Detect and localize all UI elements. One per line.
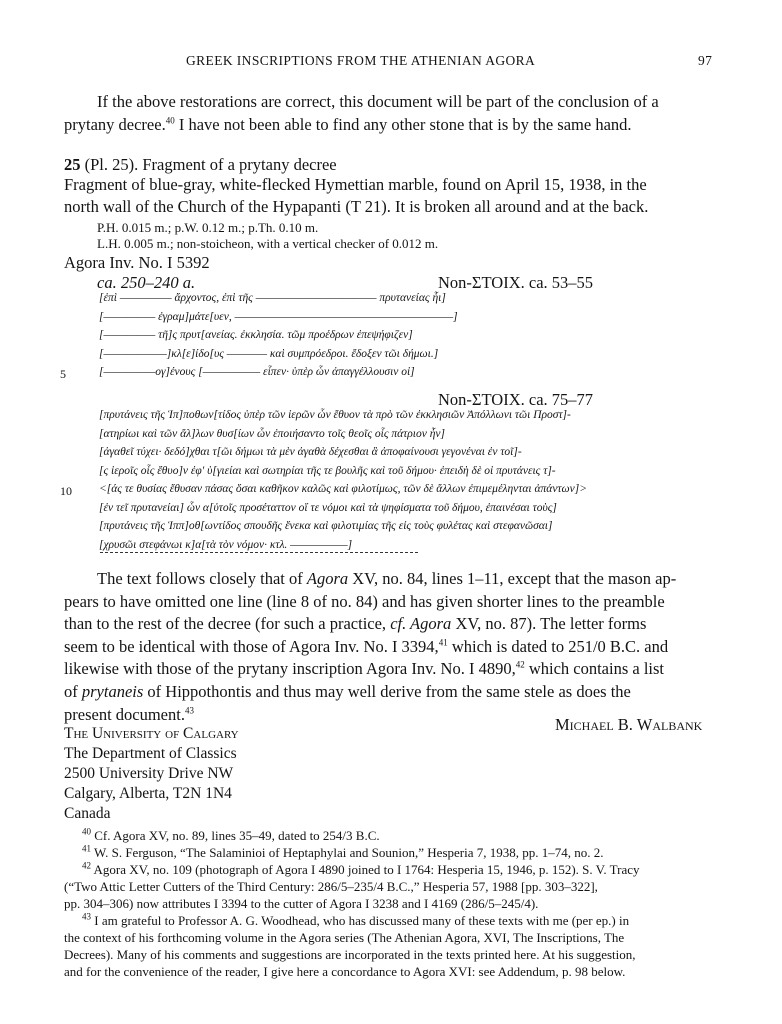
entry-date: ca. 250–240 a. xyxy=(97,273,196,292)
footnote-line: $^{43}$ I am grateful to Professor A. G. Woodhead, who has discussed many of these texts with me (per ep.) in xyxy=(82,911,630,928)
commentary-line: seem to be identical with those of Agora Inv. No. I 3394,41 which is dated to 251/0 B.C. and xyxy=(64,636,669,656)
greek-line: [πρυτάνεις τῆς Ἱπ]ποθων[τίδος ὑπὲρ τῶν ἱερῶν ὧν ἔθυον τὰ πρὸ τῶν ἐκκλησιῶν Ἀπόλλωνι τῶι Προστ]- xyxy=(99,409,571,421)
footnote-ref-41: 41 xyxy=(438,637,448,648)
commentary-line: of prytaneis of Hippothontis and thus may well derive from the same stele as does the xyxy=(64,682,631,701)
footnote-ref-42: 42 xyxy=(515,659,525,670)
greek-line: [ἐν τεῖ πρυτανείαι] ὧν α[ὐτοῖς προσέταττον οἵ τε νόμοι καὶ τὰ ψηφίσματα τοῦ δήμου, ἐπαινέσαι τοὺς] xyxy=(99,501,557,514)
greek-line: [ἀγαθεῖ τύχει· δεδό]χθαι τ[ῶι δήμωι τὰ μὲν ἀγαθὰ δέχεσθαι ἃ ἀποφαίνουσι γεγονέναι ἐν τοῖ]- xyxy=(99,446,522,458)
greek-line: [πρυτάνεις τῆς Ἱππ]οθ[ωντίδος σπουδῆς ἕνεκα καὶ φιλοτιμίας τῆς εἰς τοὺς φυλέτας καὶ στεφανῶσαι] xyxy=(99,520,553,532)
text-end-rule xyxy=(100,552,418,553)
entry-measures-2: L.H. 0.005 m.; non-stoicheon, with a vertical checker of 0.012 m. xyxy=(97,236,439,251)
commentary-line: The text follows closely that of Agora XV, no. 84, lines 1–11, except that the mason ap- xyxy=(97,569,677,588)
greek-line: [––––––––– ἐγραμ]μάτε[υεν, ––––––––––––––––––––––––––––––––––––––] xyxy=(99,310,458,323)
commentary-line: than to the rest of the decree (for such a practice, cf. Agora XV, no. 87). The letter forms xyxy=(64,614,647,634)
entry-number: 25 xyxy=(64,155,81,174)
footnote-number: 42 xyxy=(82,860,91,871)
footnote-line: (“Two Attic Letter Cutters of the Third Century: 286/5–235/4 B.C.,” Hesperia 57, 1988 [pp. 303–322], xyxy=(64,879,598,894)
line-number: 10 xyxy=(60,484,72,498)
footnote-ref-40: 40 xyxy=(165,115,175,126)
entry-heading: 25 (Pl. 25). Fragment of a prytany decree xyxy=(64,155,337,174)
greek-line: [ς ἱεροῖς οἷς ἔθυο]ν ἐφ' ὑ[γιείαι καὶ σωτηρίαι τῆς τε βουλῆς καὶ τοῦ δήμου· ἐπειδὴ δὲ οἱ πρυτάνεις τ]- xyxy=(99,464,556,477)
greek-line: [ατηρίωι καὶ τῶν ἄλ]λων θυσ[ίων ὧν ἐποιήσαντο τοῖς θεοῖς οἷς πάτριον ἦν] xyxy=(99,427,446,440)
address-line: The Department of Classics xyxy=(64,745,237,762)
stoichedon-note-2: Non-ΣΤΟΙΧ. ca. 75–77 xyxy=(438,390,594,409)
address-line: Calgary, Alberta, T2N 1N4 xyxy=(64,785,232,802)
greek-line: [–––––––––––]κλ[ε]ίδο[υς ––––––– καὶ συμπρόεδροι. ἔδοξεν τῶι δήμωι.] xyxy=(99,347,439,360)
entry-description-2: north wall of the Church of the Hypapanti (T 21). It is broken all around and at the back. xyxy=(64,197,649,216)
running-title: GREEK INSCRIPTIONS FROM THE ATHENIAN AGORA xyxy=(186,53,536,68)
entry-description-1: Fragment of blue-gray, white-flecked Hymettian marble, found on April 15, 1938, in the xyxy=(64,175,647,194)
entry-measures-1: P.H. 0.015 m.; p.W. 0.12 m.; p.Th. 0.10 m. xyxy=(97,220,319,235)
footnote-number: 43 xyxy=(82,911,91,922)
footnote-line: $^{40}$ Cf. Agora XV, no. 89, lines 35–49, dated to 254/3 B.C. xyxy=(82,826,380,843)
intro-line-1: If the above restorations are correct, this document will be part of the conclusion of a xyxy=(97,92,659,111)
inventory-number: Agora Inv. No. I 5392 xyxy=(64,253,210,272)
stoichedon-note-1: Non-ΣΤΟΙΧ. ca. 53–55 xyxy=(438,273,594,292)
author-name: Michael B. Walbank xyxy=(555,715,703,734)
commentary-line: present document.$^{43}$ xyxy=(64,704,194,724)
address-line: Canada xyxy=(64,805,111,822)
footnote-number: 41 xyxy=(82,843,91,854)
footnote-line: $^{42}$ Agora XV, no. 109 (photograph of Agora I 4890 joined to I 1764: Hesperia 15, 1946, p. 152). S. V. Tracy xyxy=(82,860,640,877)
footnote-line: Decrees). Many of his comments and suggestions are incorporated in the texts printed here. At his suggestion, xyxy=(64,947,636,962)
page-number: 97 xyxy=(698,53,713,68)
footnote-number: 40 xyxy=(82,826,91,837)
line-number: 5 xyxy=(60,367,66,381)
address-line: The University of Calgary xyxy=(64,725,239,742)
greek-line: [χρυσῶι στεφάνωι κ]α[τὰ τὸν νόμον· κτλ. ––––––––––] xyxy=(99,538,353,551)
address-line: 2500 University Drive NW xyxy=(64,765,234,782)
footnote-line: pp. 304–306) now attributes I 3394 to the cutter of Agora I 3238 and I 4169 (286/5–245/4). xyxy=(64,896,539,911)
greek-line: [––––––––– τῆ]ς πρυτ[ανείας. ἐκκλησία. τῶμ προέδρων ἐπεψήφιζεν] xyxy=(99,329,413,341)
greek-line: <[άς τε θυσίας ἔθυσαν πάσας ὅσαι καθῆκον καλῶς καὶ φιλοτίμως, τῶν δὲ ἄλλων ἐπιμεμέληνται ἁπάντων]> xyxy=(99,483,588,495)
commentary-line: pears to have omitted one line (line 8 of no. 84) and has given shorter lines to the preamble xyxy=(64,591,665,611)
footnote-line: the context of his forthcoming volume in the Agora series (The Athenian Agora, XVI, The Inscriptions, The xyxy=(64,930,625,945)
greek-line: [–––––––––ογ]ένους [–––––––––– εἶπεν· ὑπὲρ ὧν ἀπαγγέλλουσιν οἱ] xyxy=(99,366,415,378)
greek-line: [ἐπὶ ––––––––– ἄρχοντος, ἐπὶ τῆς ––––––––––––––––––––– πρυτανείας ἧι] xyxy=(99,292,446,304)
footnote-line: $^{41}$ W. S. Ferguson, “The Salaminioi of Heptaphylai and Sounion,” Hesperia 7, 1938, pp. 1–74, no. 2. xyxy=(82,843,604,860)
intro-line-2: prytany decree.$^{40}$ I have not been able to find any other stone that is by the same hand. xyxy=(64,115,632,134)
commentary-line: likewise with those of the prytany inscription Agora Inv. No. I 4890,42 which contains a list xyxy=(64,659,664,679)
footnote-line: and for the convenience of the reader, I give here a concordance to Agora XVI: see Addendum, p. 98 below. xyxy=(64,964,626,979)
footnote-ref-43: 43 xyxy=(184,705,194,716)
